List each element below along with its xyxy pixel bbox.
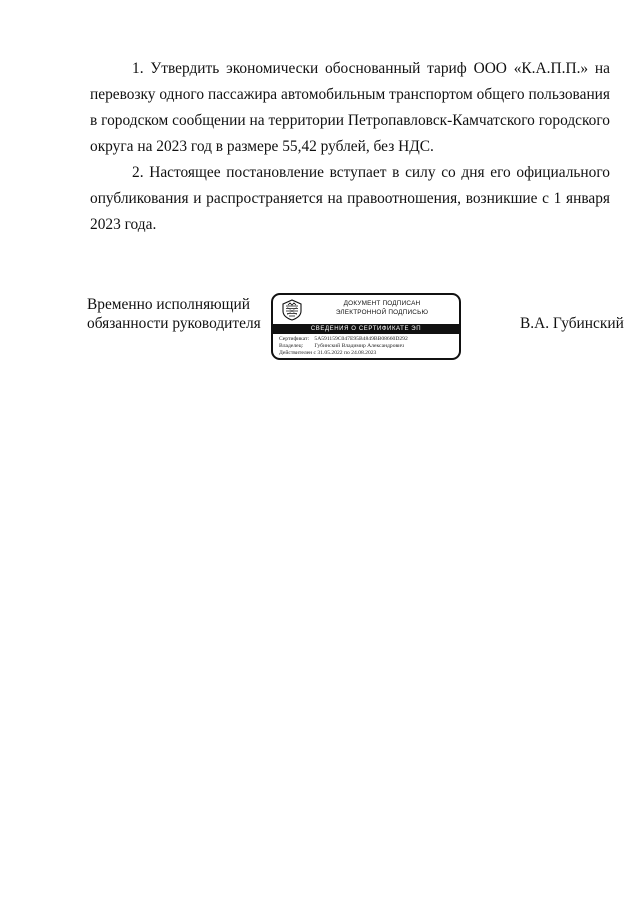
- stamp-title-line-2: ЭЛЕКТРОННОЙ ПОДПИСЬЮ: [335, 309, 429, 316]
- signer-position-line-2: обязанности руководителя: [87, 315, 261, 332]
- stamp-title: [307, 299, 457, 317]
- stamp-owner-label: Владелец:: [279, 343, 304, 349]
- paragraph-effective-date: 2. Настоящее постановление вступает в силу со дня его официального опубликования и распространяется на правоотношения, возникшие с 1 января 2023 года.: [90, 164, 610, 233]
- stamp-owner-value: Губинский Владимир Александрович: [314, 343, 404, 349]
- electronic-signature-stamp: [271, 293, 461, 360]
- stamp-validity-row: [279, 350, 455, 357]
- paragraph-approve-tariff: 1. Утвердить экономически обоснованный тариф ООО «К.А.П.П.» на перевозку одного пассажира автомобильным транспортом общего пользования в городском сообщении на территории Петропавловск-Камчатского городского округа на 2023 год в размере 55,42 рублей, без НДС.: [90, 60, 610, 155]
- stamp-details: [279, 336, 455, 357]
- signer-position-line-1: Временно исполняющий: [87, 296, 250, 313]
- stamp-validity-value: 31.05.2022 по 24.08.2023: [317, 350, 377, 356]
- stamp-certificate-row: [279, 336, 455, 343]
- stamp-validity-label: Действителен с: [279, 350, 316, 356]
- coat-of-arms-icon: [281, 298, 303, 321]
- stamp-owner-row: [279, 343, 455, 350]
- signature-block: [0, 293, 640, 365]
- stamp-certificate-label: Сертификат:: [279, 336, 310, 342]
- stamp-header: [273, 295, 459, 324]
- signer-name: В.А. Губинский: [520, 315, 624, 332]
- stamp-title-line-1: ДОКУМЕНТ ПОДПИСАН: [343, 300, 421, 307]
- signer-position: [87, 295, 261, 333]
- stamp-certificate-value: 5A591159C047E95B4849BB08660D292: [314, 336, 408, 342]
- stamp-certificate-bar: СВЕДЕНИЯ О СЕРТИФИКАТЕ ЭП: [273, 324, 459, 334]
- document-body: [90, 56, 610, 238]
